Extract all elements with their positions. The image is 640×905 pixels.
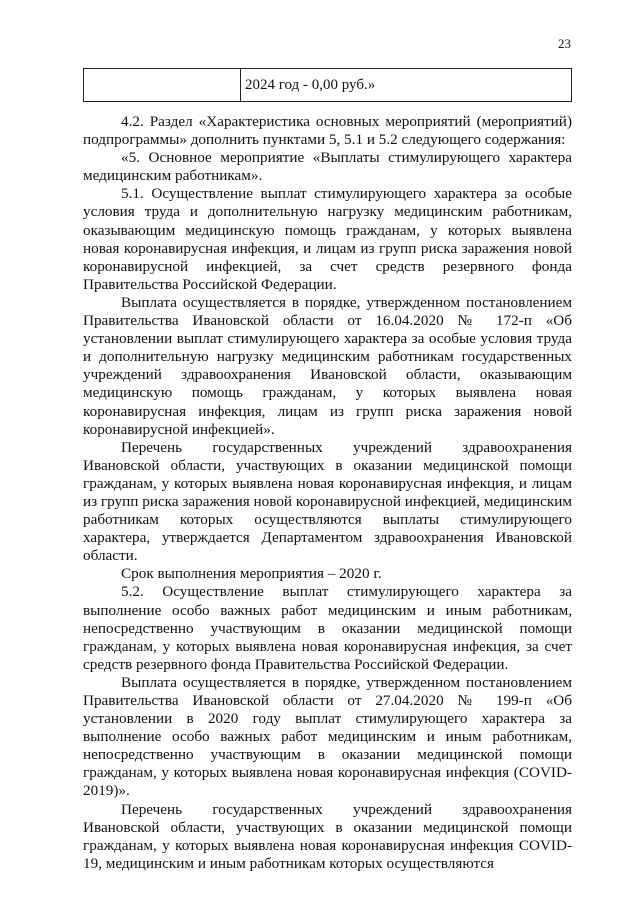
table-row [84, 69, 572, 102]
paragraph-payment-order-199: Выплата осуществляется в порядке, утвержденном постановлением Правительства Ивановской области от 27.04.2020 № 199-п «Об установлении в 2020 году выплат стимулирующего характера за выполнение особо важных работ медицинским и иным работникам, непосредственно участвующим в оказании медицинской помощи гражданам, у которых выявлена новая коронавирусная инфекция (COVID-2019)». [83, 673, 572, 800]
paragraph-payment-order-172: Выплата осуществляется в порядке, утвержденном постановлением Правительства Ивановской области от 16.04.2020 № 172-п «Об установлении выплат стимулирующего характера за особые условия труда и дополнительную нагрузку медицинским работникам государственных учреждений здравоохранения Ивановской области, оказывающим медицинскую помощь гражданам, у которых выявлена новая коронавирусная инфекция, лицам из групп риска заражения новой коронавирусной инфекцией». [83, 293, 572, 438]
paragraph-institutions-list-1: Перечень государственных учреждений здравоохранения Ивановской области, участвующих в оказании медицинской помощи гражданам, у которых выявлена новая коронавирусная инфекция, и лицам из групп риска заражения новой коронавирусной инфекцией, медицинским работникам которых осуществляются выплаты стимулирующего характера, утверждается Департаментом здравоохранения Ивановской области. [83, 438, 572, 565]
paragraph-deadline: Срок выполнения мероприятия – 2020 г. [121, 565, 382, 583]
document-body [83, 113, 572, 873]
paragraph-main-activity-5: «5. Основное мероприятие «Выплаты стимулирующего характера медицинским работникам». [83, 149, 572, 185]
funding-table-fragment [83, 68, 572, 102]
table-cell-funding-2024: 2024 год - 0,00 руб.» [241, 69, 572, 102]
paragraph-item-5-1: 5.1. Осуществление выплат стимулирующего характера за особые условия труда и дополнительную нагрузку медицинским работникам, оказывающим медицинскую помощь гражданам, у которых выявлена новая коронавирусная инфекция, и лицам из групп риска заражения новой коронавирусной инфекцией, за счет средств резервного фонда Правительства Российской Федерации. [83, 185, 572, 293]
paragraph-section-4-2: 4.2. Раздел «Характеристика основных мероприятий (мероприятий) подпрограммы» дополнить пунктами 5, 5.1 и 5.2 следующего содержания: [83, 113, 572, 149]
paragraph-item-5-2: 5.2. Осуществление выплат стимулирующего характера за выполнение особо важных работ медицинским и иным работникам, непосредственно участвующим в оказании медицинской помощи гражданам, у которых выявлена новая коронавирусная инфекция, за счет средств резервного фонда Правительства Российской Федерации. [83, 583, 572, 673]
table-cell-empty [84, 69, 241, 102]
paragraph-institutions-list-2: Перечень государственных учреждений здравоохранения Ивановской области, участвующих в оказании медицинской помощи гражданам, у которых выявлена новая коронавирусная инфекция COVID-19, медицинским и иным работникам которых осуществляются [83, 800, 572, 872]
page-number: 23 [558, 36, 571, 51]
